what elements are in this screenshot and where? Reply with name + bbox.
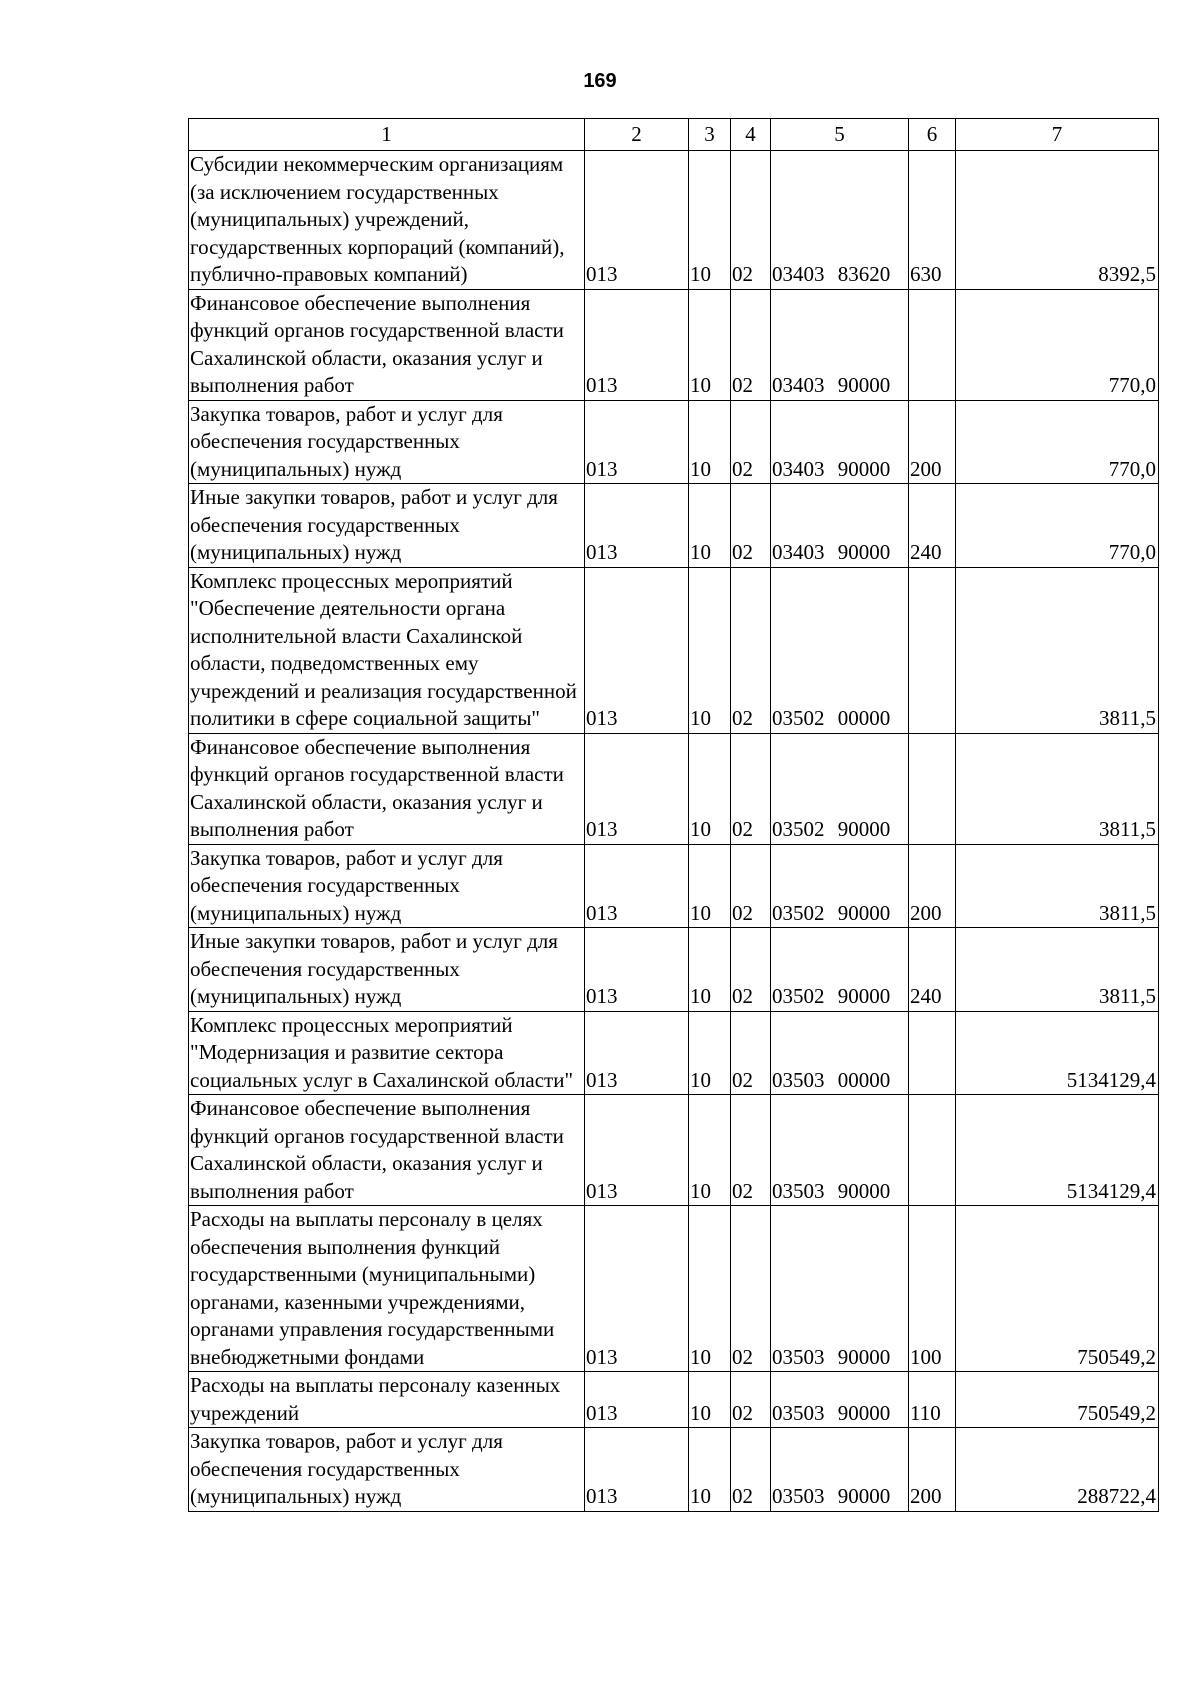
cell-name: Финансовое обеспечение выполнения функций органов государственной власти Сахалинской области, оказания услуг и выполнения работ (189, 289, 585, 400)
cell-ministry: 013 (585, 1095, 689, 1206)
cell-expense-type: 240 (909, 928, 956, 1012)
cell-target: 03502 90000 (771, 733, 909, 844)
cell-section: 10 (689, 484, 731, 568)
cell-expense-type: 630 (909, 151, 956, 290)
cell-amount: 770,0 (956, 289, 1159, 400)
cell-expense-type: 100 (909, 1206, 956, 1372)
cell-amount: 750549,2 (956, 1372, 1159, 1428)
cell-ministry: 013 (585, 1206, 689, 1372)
cell-name: Комплекс процессных мероприятий "Модернизация и развитие сектора социальных услуг в Сахалинской области" (189, 1011, 585, 1095)
cell-ministry: 013 (585, 928, 689, 1012)
cell-ministry: 013 (585, 567, 689, 733)
cell-expense-type (909, 733, 956, 844)
table-row (189, 733, 1159, 844)
cell-target: 03503 90000 (771, 1095, 909, 1206)
cell-name: Закупка товаров, работ и услуг для обеспечения государственных (муниципальных) нужд (189, 844, 585, 928)
cell-section: 10 (689, 928, 731, 1012)
header-row (189, 119, 1159, 151)
cell-name: Расходы на выплаты персоналу в целях обеспечения выполнения функций государственными (муниципальными) органами, казенными учреждениями, органами управления государственными внебюджетными фондами (189, 1206, 585, 1372)
cell-ministry: 013 (585, 400, 689, 484)
cell-name: Закупка товаров, работ и услуг для обеспечения государственных (муниципальных) нужд (189, 1428, 585, 1512)
cell-expense-type (909, 1095, 956, 1206)
cell-subsection: 02 (731, 844, 771, 928)
cell-subsection: 02 (731, 1428, 771, 1512)
page-number: 169 (583, 70, 617, 92)
cell-amount: 770,0 (956, 400, 1159, 484)
cell-expense-type: 200 (909, 400, 956, 484)
cell-subsection: 02 (731, 484, 771, 568)
cell-section: 10 (689, 844, 731, 928)
table-row (189, 1428, 1159, 1512)
cell-ministry: 013 (585, 484, 689, 568)
cell-expense-type (909, 289, 956, 400)
cell-name: Финансовое обеспечение выполнения функций органов государственной власти Сахалинской области, оказания услуг и выполнения работ (189, 1095, 585, 1206)
cell-subsection: 02 (731, 400, 771, 484)
cell-expense-type: 200 (909, 1428, 956, 1512)
cell-expense-type (909, 1011, 956, 1095)
cell-name: Расходы на выплаты персоналу казенных учреждений (189, 1372, 585, 1428)
header-col-6: 6 (909, 119, 956, 151)
cell-subsection: 02 (731, 151, 771, 290)
cell-target: 03403 90000 (771, 289, 909, 400)
cell-ministry: 013 (585, 1372, 689, 1428)
cell-subsection: 02 (731, 928, 771, 1012)
header-col-1: 1 (189, 119, 585, 151)
table-row (189, 400, 1159, 484)
table-row (189, 1011, 1159, 1095)
cell-target: 03403 83620 (771, 151, 909, 290)
cell-section: 10 (689, 400, 731, 484)
cell-amount: 3811,5 (956, 928, 1159, 1012)
cell-expense-type: 200 (909, 844, 956, 928)
cell-amount: 5134129,4 (956, 1095, 1159, 1206)
cell-amount: 3811,5 (956, 567, 1159, 733)
cell-section: 10 (689, 1011, 731, 1095)
cell-ministry: 013 (585, 733, 689, 844)
cell-amount: 750549,2 (956, 1206, 1159, 1372)
table-row (189, 151, 1159, 290)
cell-expense-type: 110 (909, 1372, 956, 1428)
cell-name: Комплекс процессных мероприятий "Обеспечение деятельности органа исполнительной власти Сахалинской области, подведомственных ему учреждений и реализация государственной политики в сфере социальной защиты" (189, 567, 585, 733)
cell-ministry: 013 (585, 1428, 689, 1512)
cell-expense-type: 240 (909, 484, 956, 568)
cell-target: 03502 90000 (771, 844, 909, 928)
table-row (189, 1372, 1159, 1428)
table-row (189, 567, 1159, 733)
cell-section: 10 (689, 151, 731, 290)
header-col-7: 7 (956, 119, 1159, 151)
cell-subsection: 02 (731, 567, 771, 733)
table-row (189, 844, 1159, 928)
table-row (189, 1206, 1159, 1372)
cell-subsection: 02 (731, 1011, 771, 1095)
cell-ministry: 013 (585, 289, 689, 400)
cell-ministry: 013 (585, 1011, 689, 1095)
cell-ministry: 013 (585, 151, 689, 290)
header-col-4: 4 (731, 119, 771, 151)
cell-target: 03503 90000 (771, 1206, 909, 1372)
cell-subsection: 02 (731, 289, 771, 400)
cell-subsection: 02 (731, 1372, 771, 1428)
budget-table (188, 118, 1159, 1512)
header-col-5: 5 (771, 119, 909, 151)
cell-amount: 3811,5 (956, 733, 1159, 844)
cell-name: Субсидии некоммерческим организациям (за исключением государственных (муниципальных) учреждений, государственных корпораций (компаний), публично-правовых компаний) (189, 151, 585, 290)
table-row (189, 289, 1159, 400)
cell-target: 03502 00000 (771, 567, 909, 733)
cell-expense-type (909, 567, 956, 733)
table-row (189, 1095, 1159, 1206)
cell-name: Финансовое обеспечение выполнения функций органов государственной власти Сахалинской области, оказания услуг и выполнения работ (189, 733, 585, 844)
header-col-2: 2 (585, 119, 689, 151)
header-col-3: 3 (689, 119, 731, 151)
cell-amount: 770,0 (956, 484, 1159, 568)
cell-target: 03403 90000 (771, 484, 909, 568)
cell-section: 10 (689, 733, 731, 844)
cell-amount: 5134129,4 (956, 1011, 1159, 1095)
cell-target: 03503 90000 (771, 1372, 909, 1428)
cell-subsection: 02 (731, 733, 771, 844)
cell-target: 03403 90000 (771, 400, 909, 484)
cell-amount: 3811,5 (956, 844, 1159, 928)
cell-section: 10 (689, 1428, 731, 1512)
cell-amount: 8392,5 (956, 151, 1159, 290)
cell-section: 10 (689, 1206, 731, 1372)
cell-section: 10 (689, 1372, 731, 1428)
cell-name: Закупка товаров, работ и услуг для обеспечения государственных (муниципальных) нужд (189, 400, 585, 484)
cell-target: 03503 00000 (771, 1011, 909, 1095)
cell-section: 10 (689, 289, 731, 400)
cell-section: 10 (689, 1095, 731, 1206)
table-row (189, 928, 1159, 1012)
cell-name: Иные закупки товаров, работ и услуг для обеспечения государственных (муниципальных) нужд (189, 928, 585, 1012)
cell-ministry: 013 (585, 844, 689, 928)
cell-section: 10 (689, 567, 731, 733)
cell-amount: 288722,4 (956, 1428, 1159, 1512)
cell-name: Иные закупки товаров, работ и услуг для обеспечения государственных (муниципальных) нужд (189, 484, 585, 568)
table-row (189, 484, 1159, 568)
cell-subsection: 02 (731, 1206, 771, 1372)
cell-target: 03503 90000 (771, 1428, 909, 1512)
table-body (189, 151, 1159, 1512)
cell-target: 03502 90000 (771, 928, 909, 1012)
cell-subsection: 02 (731, 1095, 771, 1206)
